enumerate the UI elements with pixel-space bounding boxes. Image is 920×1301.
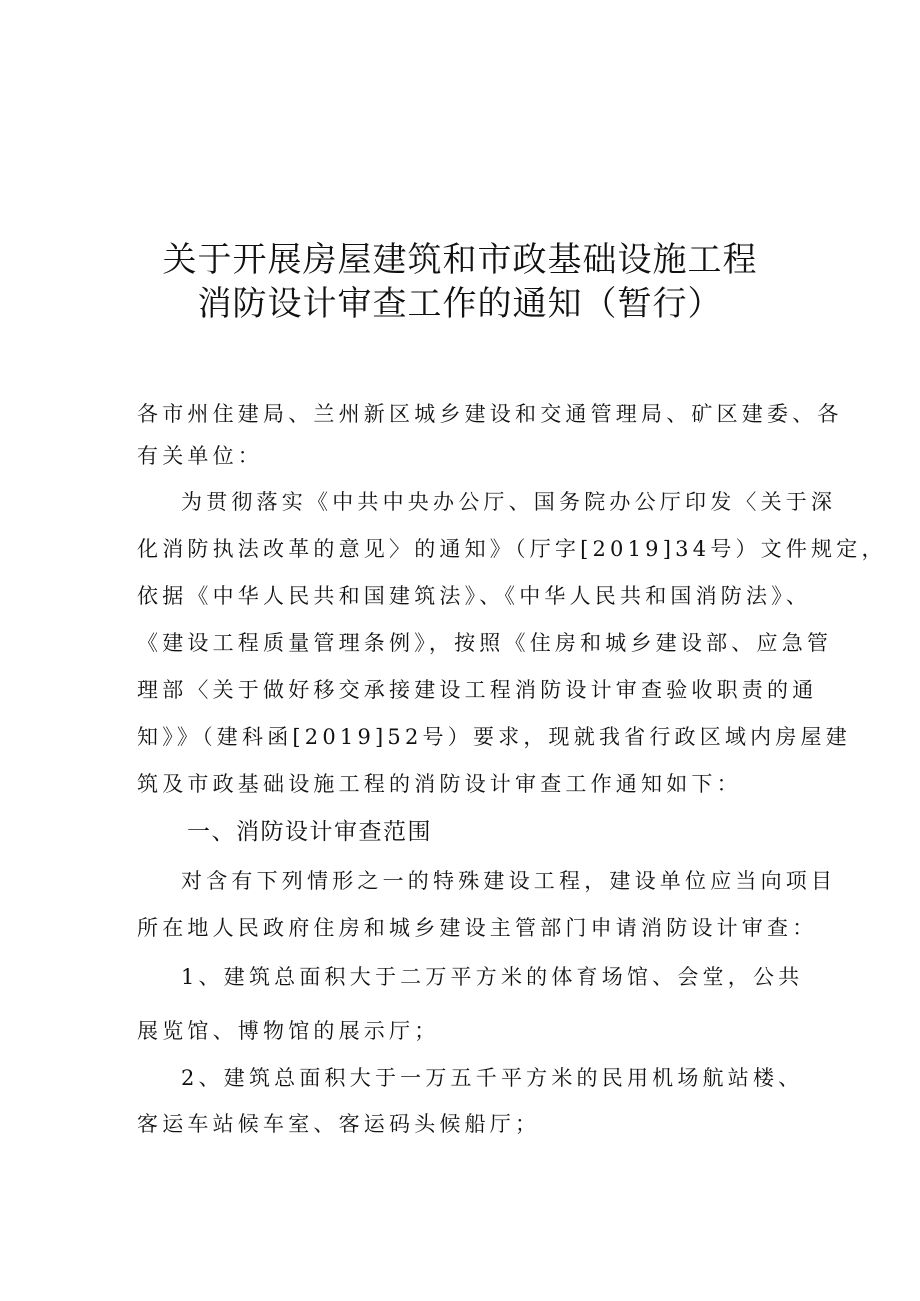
paragraph-line: 知》》（建科函[2019]52号）要求，现就我省行政区域内房屋建	[137, 725, 851, 749]
paragraph-line: 化消防执法改革的意见〉的通知》（厅字[2019]34号）文件规定，	[137, 537, 887, 561]
paragraph-line: 为贯彻落实《中共中央办公厅、国务院办公厅印发〈关于深	[181, 490, 837, 514]
list-item-line: 客运车站候车室、客运码头候船厅；	[137, 1112, 541, 1136]
addressee-line-2: 有关单位：	[137, 444, 263, 468]
paragraph-line: 《建设工程质量管理条例》，按照《住房和城乡建设部、应急管	[137, 631, 833, 655]
addressee-line-1: 各市州住建局、兰州新区城乡建设和交通管理局、矿区建委、各	[137, 402, 843, 426]
section-heading: 一、消防设计审查范围	[187, 819, 432, 845]
paragraph-line: 对含有下列情形之一的特殊建设工程，建设单位应当向项目	[181, 869, 837, 893]
paragraph-line: 依据《中华人民共和国建筑法》、《中华人民共和国消防法》、	[137, 584, 812, 608]
document-title-line-2: 消防设计审查工作的通知（暂行）	[197, 284, 723, 324]
list-item-line: 1、建筑总面积大于二万平方米的体育场馆、会堂，公共	[181, 965, 804, 989]
list-item-line: 2、建筑总面积大于一万五千平方米的民用机场航站楼、	[181, 1066, 804, 1090]
paragraph-line: 理部〈关于做好移交承接建设工程消防设计审查验收职责的通	[137, 678, 818, 702]
list-item-line: 展览馆、博物馆的展示厅；	[137, 1019, 440, 1043]
paragraph-line: 筑及市政基础设施工程的消防设计审查工作通知如下：	[137, 772, 742, 796]
document-title-line-1: 关于开展房屋建筑和市政基础设施工程	[162, 240, 758, 280]
paragraph-line: 所在地人民政府住房和城乡建设主管部门申请消防设计审查：	[137, 916, 818, 940]
